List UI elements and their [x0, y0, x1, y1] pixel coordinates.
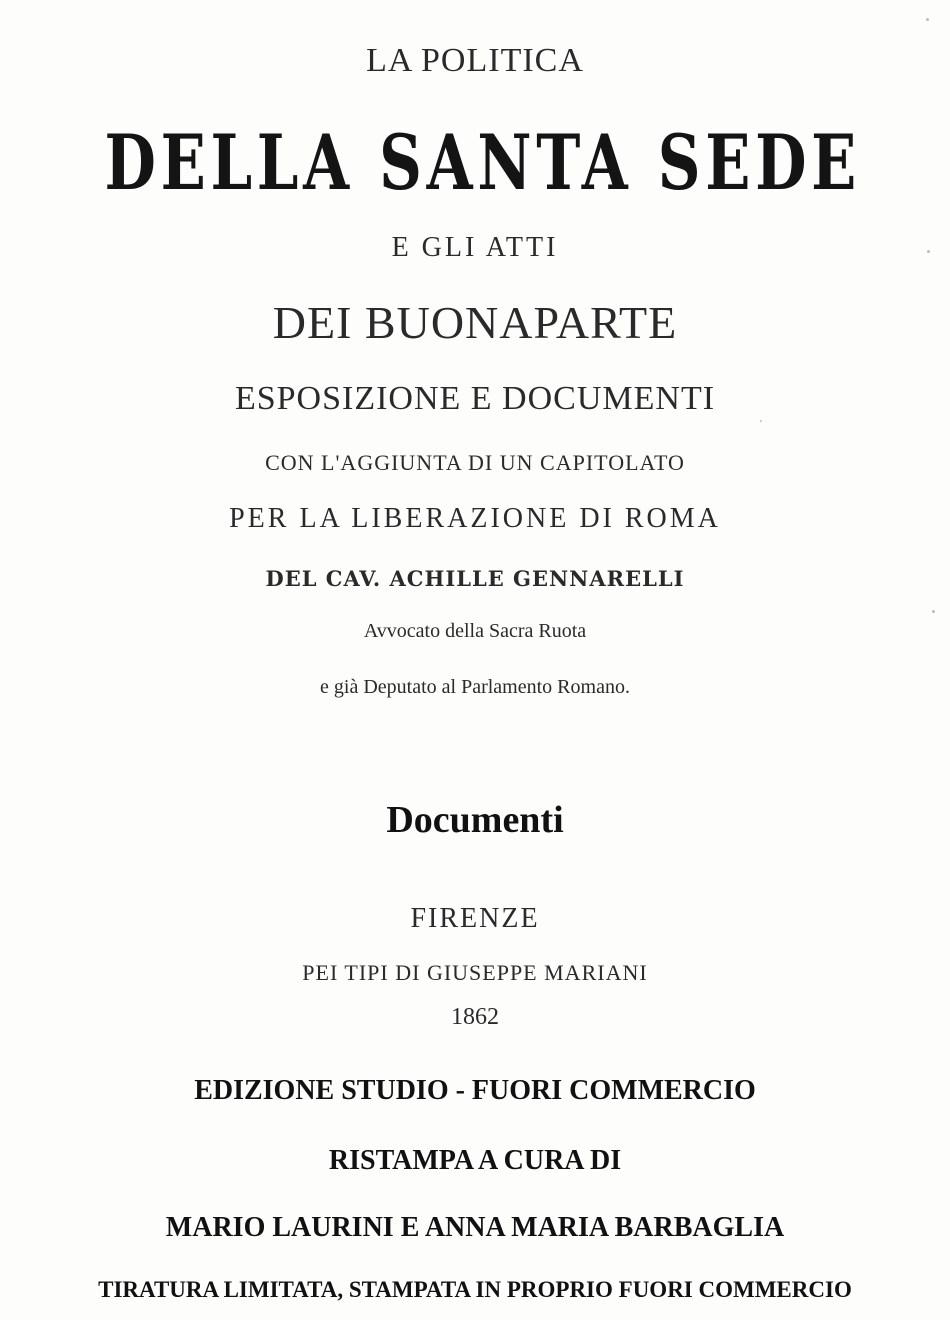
- imprint-year: 1862: [451, 1004, 499, 1030]
- paper-speck: [927, 250, 930, 253]
- imprint-printer: PEI TIPI DI GIUSEPPE MARIANI: [302, 960, 648, 985]
- subtitle-esposizione: ESPOSIZIONE E DOCUMENTI: [234, 380, 716, 417]
- editors-names: MARIO LAURINI E ANNA MARIA BARBAGLIA: [165, 1212, 785, 1243]
- section-heading: Documenti: [386, 799, 564, 841]
- title-line-la-politica: LA POLITICA: [366, 42, 584, 79]
- imprint-city: FIRENZE: [410, 903, 540, 934]
- author-role: Avvocato della Sacra Ruota: [363, 620, 587, 642]
- title-line-buonaparte: DEI BUONAPARTE: [272, 297, 678, 348]
- paper-speck: [926, 18, 929, 21]
- author-role-deputy: e già Deputato al Parlamento Romano.: [320, 676, 630, 698]
- edition-note: EDIZIONE STUDIO - FUORI COMMERCIO: [194, 1075, 756, 1106]
- curated-by: RISTAMPA A CURA DI: [328, 1145, 622, 1176]
- subtitle-aggiunta: CON L'AGGIUNTA DI UN CAPITOLATO: [265, 450, 685, 475]
- author-name: DEL CAV. ACHILLE GENNARELLI: [265, 566, 685, 591]
- subtitle-liberazione: PER LA LIBERAZIONE DI ROMA: [229, 503, 721, 534]
- main-title: DELLA SANTA SEDE: [104, 118, 862, 207]
- paper-speck: [932, 610, 935, 613]
- print-run-notice: TIRATURA LIMITATA, STAMPATA IN PROPRIO FUORI COMMERCIO: [98, 1277, 852, 1302]
- title-line-e-gli-atti: E GLI ATTI: [391, 232, 559, 263]
- paper-speck: [760, 420, 762, 422]
